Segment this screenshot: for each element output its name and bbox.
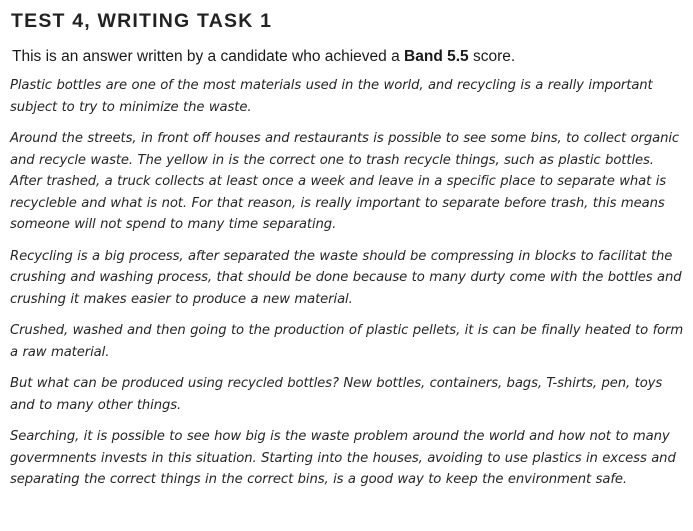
band-score: Band 5.5	[404, 48, 469, 65]
intro-text-before: This is an answer written by a candidate who achieved a	[12, 48, 405, 65]
answer-paragraph-4: Crushed, washed and then going to the production of plastic pellets, it is can be finally heated to form a raw material.	[10, 323, 684, 360]
answer-paragraph-6: Searching, it is possible to see how big is the waste problem around the world and how not to many govermnents invests in this situation. Starting into the houses, avoiding to use plastics in excess and separating the correct things in the correct bins, is a good way to keep the environment safe.	[10, 429, 676, 487]
answer-paragraph-1: Plastic bottles are one of the most materials used in the world, and recycling is a really important subject to try to minimize the waste.	[10, 78, 653, 115]
answer-paragraph-3: Recycling is a big process, after separated the waste should be compressing in blocks to facilitat the crushing and washing process, that should be done because to many durty come with the bottles and crushing it makes easier to produce a new material.	[10, 248, 682, 307]
page-title: TEST 4, WRITING TASK 1	[11, 10, 273, 32]
answer-paragraph-2: Around the streets, in front off houses and restaurants is possible to see some bins, to collect organic and recycle waste. The yellow in is the correct one to trash recycle things, such as plastic bottles. After trashed, a truck collects at least once a week and leave in a specific place to separate what is recycleble and what is not. For that reason, is really important to separate before trash, this means someone will not spend to many time separating.	[10, 131, 680, 232]
intro-text-after: score.	[468, 48, 516, 65]
intro-text	[12, 47, 685, 67]
candidate-answer	[10, 75, 685, 491]
answer-paragraph-5: But what can be produced using recycled bottles? New bottles, containers, bags, T-shirts, pen, toys and to many other things.	[10, 376, 663, 413]
